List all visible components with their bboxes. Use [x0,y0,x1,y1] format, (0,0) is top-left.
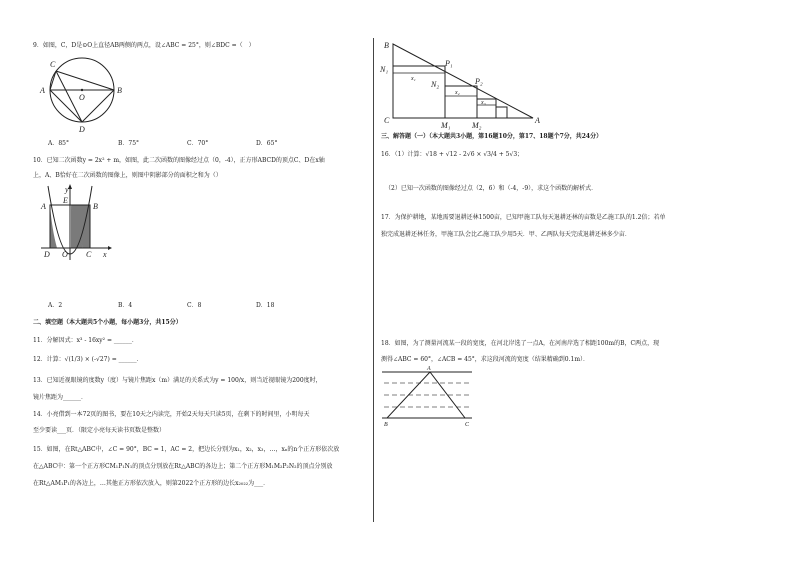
q10-line2: 上，A、B恰好在二次函数的图像上，则图中阴影部分的面积之和为（） [33,172,222,179]
label-d: D [44,250,50,259]
q15-line1: 15．如图，在Rt△ABC中，∠C = 90°，BC = 1，AC = 2，把边长分别为x₁，x₂，x₃，…，xₙ的n个正方形依次放 [33,446,340,453]
q14-line2: 至少要读___页．（限定小亮每天读书页数是整数） [33,427,166,434]
label-d: D [79,125,85,134]
label-b: B [384,422,388,428]
label-b: B [384,41,389,50]
q13-line1: 13．已知近视眼镜的度数y（度）与镜片焦距x（m）满足的关系式为y = 100/x，则当近视眼镜为200度时， [33,377,322,384]
label-c: C [50,60,56,69]
y-axis-arrow-icon [68,184,72,189]
label-y: y [65,185,69,194]
q11-text: 11．分解因式：x³ - 16xy² = ______． [33,337,138,344]
q16-part1: 16．（1）计算：√18 + √12 - 2√6 × √3/4 + 5√3； [381,151,524,158]
label-b: B [93,202,98,211]
label-x: x [103,250,107,259]
q13-line2: 镜片焦距为______． [33,394,88,401]
label-p1: P₁ [445,59,453,68]
x-axis-arrow-icon [108,246,112,250]
q12-text: 12．计算：√(1/3) × (-√27) = ______． [33,356,143,363]
label-m2: M₂ [472,121,482,130]
square-2 [445,86,477,118]
segment-ca [50,71,56,90]
label-n2: N₂ [431,80,440,89]
label-a: A [40,86,45,95]
q10-option-a: A．2 [48,302,63,309]
q10-option-c: C．8 [187,302,202,309]
label-c: C [384,116,390,125]
label-b: B [117,86,122,95]
label-x2: x₂ [455,90,460,96]
q16-part2: （2）已知一次函数的图像经过点（2，6）和（-4，-9），求这个函数的解析式． [385,185,598,192]
column-divider [373,38,374,522]
q10-line1: 10．已知二次函数y = 2x² + m，如图，此二次函数的图像经过点（0，-4），正方形ABCD的顶点C、D在x轴 [33,157,325,164]
q14-line1: 14．小亮借到一本72页的图书，要在10天之内读完，开始2天每天只读5页，在剩下的时间里，小明每天 [33,411,310,418]
q10-option-b: B．4 [118,302,133,309]
q18-line2: 测得∠ABC = 60°，∠ACB = 45°，求这段河流的宽度（结果精确到0.1m）． [381,356,590,363]
label-c: C [465,422,470,428]
q17-line1: 17．为保护耕地，某地需要退耕还林1500亩，已知甲施工队每天退耕还林的亩数是乙施工队的1.2倍；若单 [381,214,666,221]
label-p2: P₂ [475,77,483,86]
q18-line1: 18．如图，为了测量河流某一段的宽度，在河北岸选了一点A，在河南岸选了相距100m的B，C两点，现 [381,340,660,347]
section-3-heading: 三、解答题（一）（本大题共3小题，第16题10分，第17、18题个7分，共24分） [381,133,603,140]
q15-triangle-figure [379,38,545,130]
q15-line2: 在△ABC中：第一个正方形CM₁P₁N₁的顶点分别放在Rt△ABC的各边上；第二个正方形M₁M₂P₂N₂的顶点分别放 [33,463,333,470]
label-c: C [86,250,92,259]
label-n1: N₁ [380,65,389,74]
square-3 [477,99,496,118]
q9-text: 9．如图，C，D是⊙O上直径AB两侧的两点，设∠ABC = 25°，则∠BDC =（ ） [33,42,255,49]
q9-option-b: B．75° [118,140,140,147]
q10-parabola-figure [38,182,114,260]
square-1 [393,66,445,118]
q9-option-d: D．65° [256,140,278,147]
q9-option-c: C．70° [187,140,209,147]
label-x1: x₁ [411,76,416,82]
label-e: E [63,196,68,205]
label-o: O [79,93,85,102]
section-2-heading: 二、填空题（本大题共5个小题，每小题3分，共15分） [33,319,182,326]
center-point [81,89,83,91]
label-m1: M₁ [441,121,451,130]
label-a: A [535,116,540,125]
square-4 [496,107,507,118]
label-x3: x₃ [481,100,486,106]
label-a: A [41,202,46,211]
q17-line2: 独完成退耕还林任务，甲施工队会比乙施工队少用5天．甲、乙两队每天完成退耕还林多少亩． [381,231,631,238]
label-a: A [427,366,431,372]
q9-circle-figure [34,50,130,134]
label-o: O [62,250,68,259]
q9-option-a: A．85° [48,140,69,147]
q18-river-figure [380,364,476,430]
q15-line3: 在Rt△AM₁P₁的各边上，…其他正方形依次放入，则第2022个正方形的边长x₂₀₂₂为___． [33,480,270,487]
q10-option-d: D．18 [256,302,275,309]
